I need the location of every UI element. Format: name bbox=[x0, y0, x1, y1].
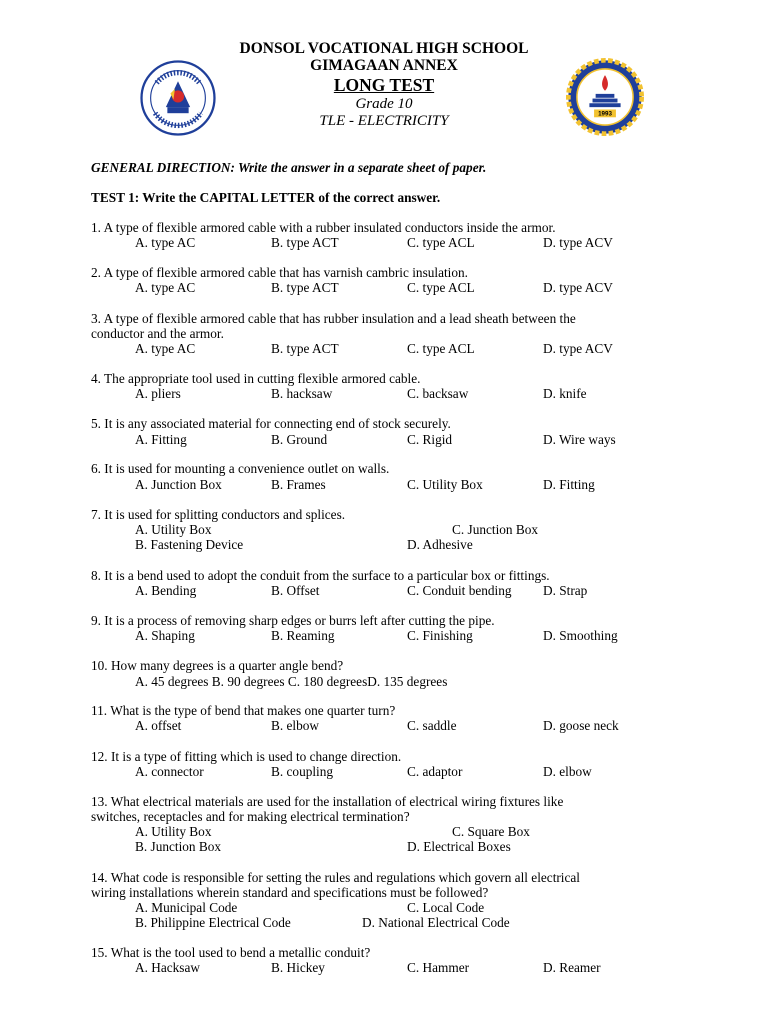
option-13c: C. Square Box bbox=[452, 824, 530, 839]
option-5d: D. Wire ways bbox=[543, 432, 616, 447]
option-8a: A. Bending bbox=[135, 583, 197, 598]
annex-name: GIMAGAAN ANNEX bbox=[310, 57, 458, 74]
question-10: 10. How many degrees is a quarter angle bend? bbox=[91, 658, 344, 673]
test-instruction: TEST 1: Write the CAPITAL LETTER of the correct answer. bbox=[91, 190, 441, 205]
option-4d: D. knife bbox=[543, 386, 587, 401]
option-11c: C. saddle bbox=[407, 718, 457, 733]
question-1: 1. A type of flexible armored cable with a rubber insulated conductors inside the armor. bbox=[91, 220, 556, 235]
option-3c: C. type ACL bbox=[407, 341, 475, 356]
option-7a: A. Utility Box bbox=[135, 522, 212, 537]
option-9d: D. Smoothing bbox=[543, 628, 618, 643]
school-name: DONSOL VOCATIONAL HIGH SCHOOL bbox=[239, 40, 529, 57]
option-11a: A. offset bbox=[135, 718, 182, 733]
option-14c: C. Local Code bbox=[407, 900, 485, 915]
option-15b: B. Hickey bbox=[271, 960, 325, 975]
option-3d: D. type ACV bbox=[543, 341, 613, 356]
question-6: 6. It is used for mounting a convenience outlet on walls. bbox=[91, 461, 390, 476]
question-5: 5. It is any associated material for connecting end of stock securely. bbox=[91, 416, 451, 431]
option-6a: A. Junction Box bbox=[135, 477, 222, 492]
option-1a: A. type AC bbox=[135, 235, 196, 250]
option-8d: D. Strap bbox=[543, 583, 588, 598]
option-11d: D. goose neck bbox=[543, 718, 619, 733]
option-1c: C. type ACL bbox=[407, 235, 475, 250]
subject-title: TLE - ELECTRICITY bbox=[319, 113, 449, 129]
question-12: 12. It is a type of fitting which is used to change direction. bbox=[91, 749, 402, 764]
option-3b: B. type ACT bbox=[271, 341, 339, 356]
question-13: 13. What electrical materials are used for the installation of electrical wiring fixtures like bbox=[91, 794, 564, 809]
option-12a: A. connector bbox=[135, 764, 204, 779]
question-7: 7. It is used for splitting conductors and splices. bbox=[91, 507, 346, 522]
question-2: 2. A type of flexible armored cable that has varnish cambric insulation. bbox=[91, 265, 469, 280]
question-4: 4. The appropriate tool used in cutting flexible armored cable. bbox=[91, 371, 421, 386]
option-9c: C. Finishing bbox=[407, 628, 473, 643]
option-11b: B. elbow bbox=[271, 718, 320, 733]
school-seal-icon bbox=[566, 58, 644, 136]
option-9a: A. Shaping bbox=[135, 628, 195, 643]
option-8c: C. Conduit bending bbox=[407, 583, 512, 598]
option-14d: D. National Electrical Code bbox=[362, 915, 510, 930]
option-6c: C. Utility Box bbox=[407, 477, 483, 492]
option-1d: D. type ACV bbox=[543, 235, 613, 250]
question-8: 8. It is a bend used to adopt the conduit from the surface to a particular box or fittings. bbox=[91, 568, 550, 583]
option-2a: A. type AC bbox=[135, 280, 196, 295]
option-7d: D. Adhesive bbox=[407, 537, 473, 552]
question-11: 11. What is the type of bend that makes one quarter turn? bbox=[91, 703, 396, 718]
option-2b: B. type ACT bbox=[271, 280, 339, 295]
option-9b: B. Reaming bbox=[271, 628, 335, 643]
option-13d: D. Electrical Boxes bbox=[407, 839, 511, 854]
grade-level: Grade 10 bbox=[355, 96, 413, 112]
option-8b: B. Offset bbox=[271, 583, 320, 598]
general-direction: GENERAL DIRECTION: Write the answer in a separate sheet of paper. bbox=[91, 160, 487, 175]
question-14-line2: wiring installations wherein standard and specifications must be followed? bbox=[91, 885, 489, 900]
options-10: A. 45 degrees B. 90 degrees C. 180 degreesD. 135 degrees bbox=[135, 674, 448, 689]
option-4c: C. backsaw bbox=[407, 386, 469, 401]
option-7b: B. Fastening Device bbox=[135, 537, 244, 552]
question-13-line2: switches, receptacles and for making electrical termination? bbox=[91, 809, 410, 824]
option-15d: D. Reamer bbox=[543, 960, 601, 975]
question-15: 15. What is the tool used to bend a metallic conduit? bbox=[91, 945, 371, 960]
option-2d: D. type ACV bbox=[543, 280, 613, 295]
option-3a: A. type AC bbox=[135, 341, 196, 356]
seal-year: 1993 bbox=[598, 110, 612, 118]
question-3: 3. A type of flexible armored cable that has rubber insulation and a lead sheath between the bbox=[91, 311, 576, 326]
option-4a: A. pliers bbox=[135, 386, 181, 401]
option-7c: C. Junction Box bbox=[452, 522, 539, 537]
question-14: 14. What code is responsible for setting the rules and regulations which govern all electrical bbox=[91, 870, 581, 885]
option-5a: A. Fitting bbox=[135, 432, 187, 447]
option-6d: D. Fitting bbox=[543, 477, 595, 492]
option-12b: B. coupling bbox=[271, 764, 334, 779]
option-5b: B. Ground bbox=[271, 432, 328, 447]
option-15a: A. Hacksaw bbox=[135, 960, 200, 975]
deped-seal-icon bbox=[140, 60, 216, 136]
option-15c: C. Hammer bbox=[407, 960, 470, 975]
option-13a: A. Utility Box bbox=[135, 824, 212, 839]
option-2c: C. type ACL bbox=[407, 280, 475, 295]
option-14a: A. Municipal Code bbox=[135, 900, 238, 915]
option-14b: B. Philippine Electrical Code bbox=[135, 915, 291, 930]
option-13b: B. Junction Box bbox=[135, 839, 222, 854]
question-3-line2: conductor and the armor. bbox=[91, 326, 224, 341]
option-6b: B. Frames bbox=[271, 477, 326, 492]
option-1b: B. type ACT bbox=[271, 235, 339, 250]
option-12d: D. elbow bbox=[543, 764, 592, 779]
test-title: LONG TEST bbox=[333, 75, 435, 95]
question-9: 9. It is a process of removing sharp edges or burrs left after cutting the pipe. bbox=[91, 613, 495, 628]
option-12c: C. adaptor bbox=[407, 764, 463, 779]
option-5c: C. Rigid bbox=[407, 432, 453, 447]
option-4b: B. hacksaw bbox=[271, 386, 333, 401]
